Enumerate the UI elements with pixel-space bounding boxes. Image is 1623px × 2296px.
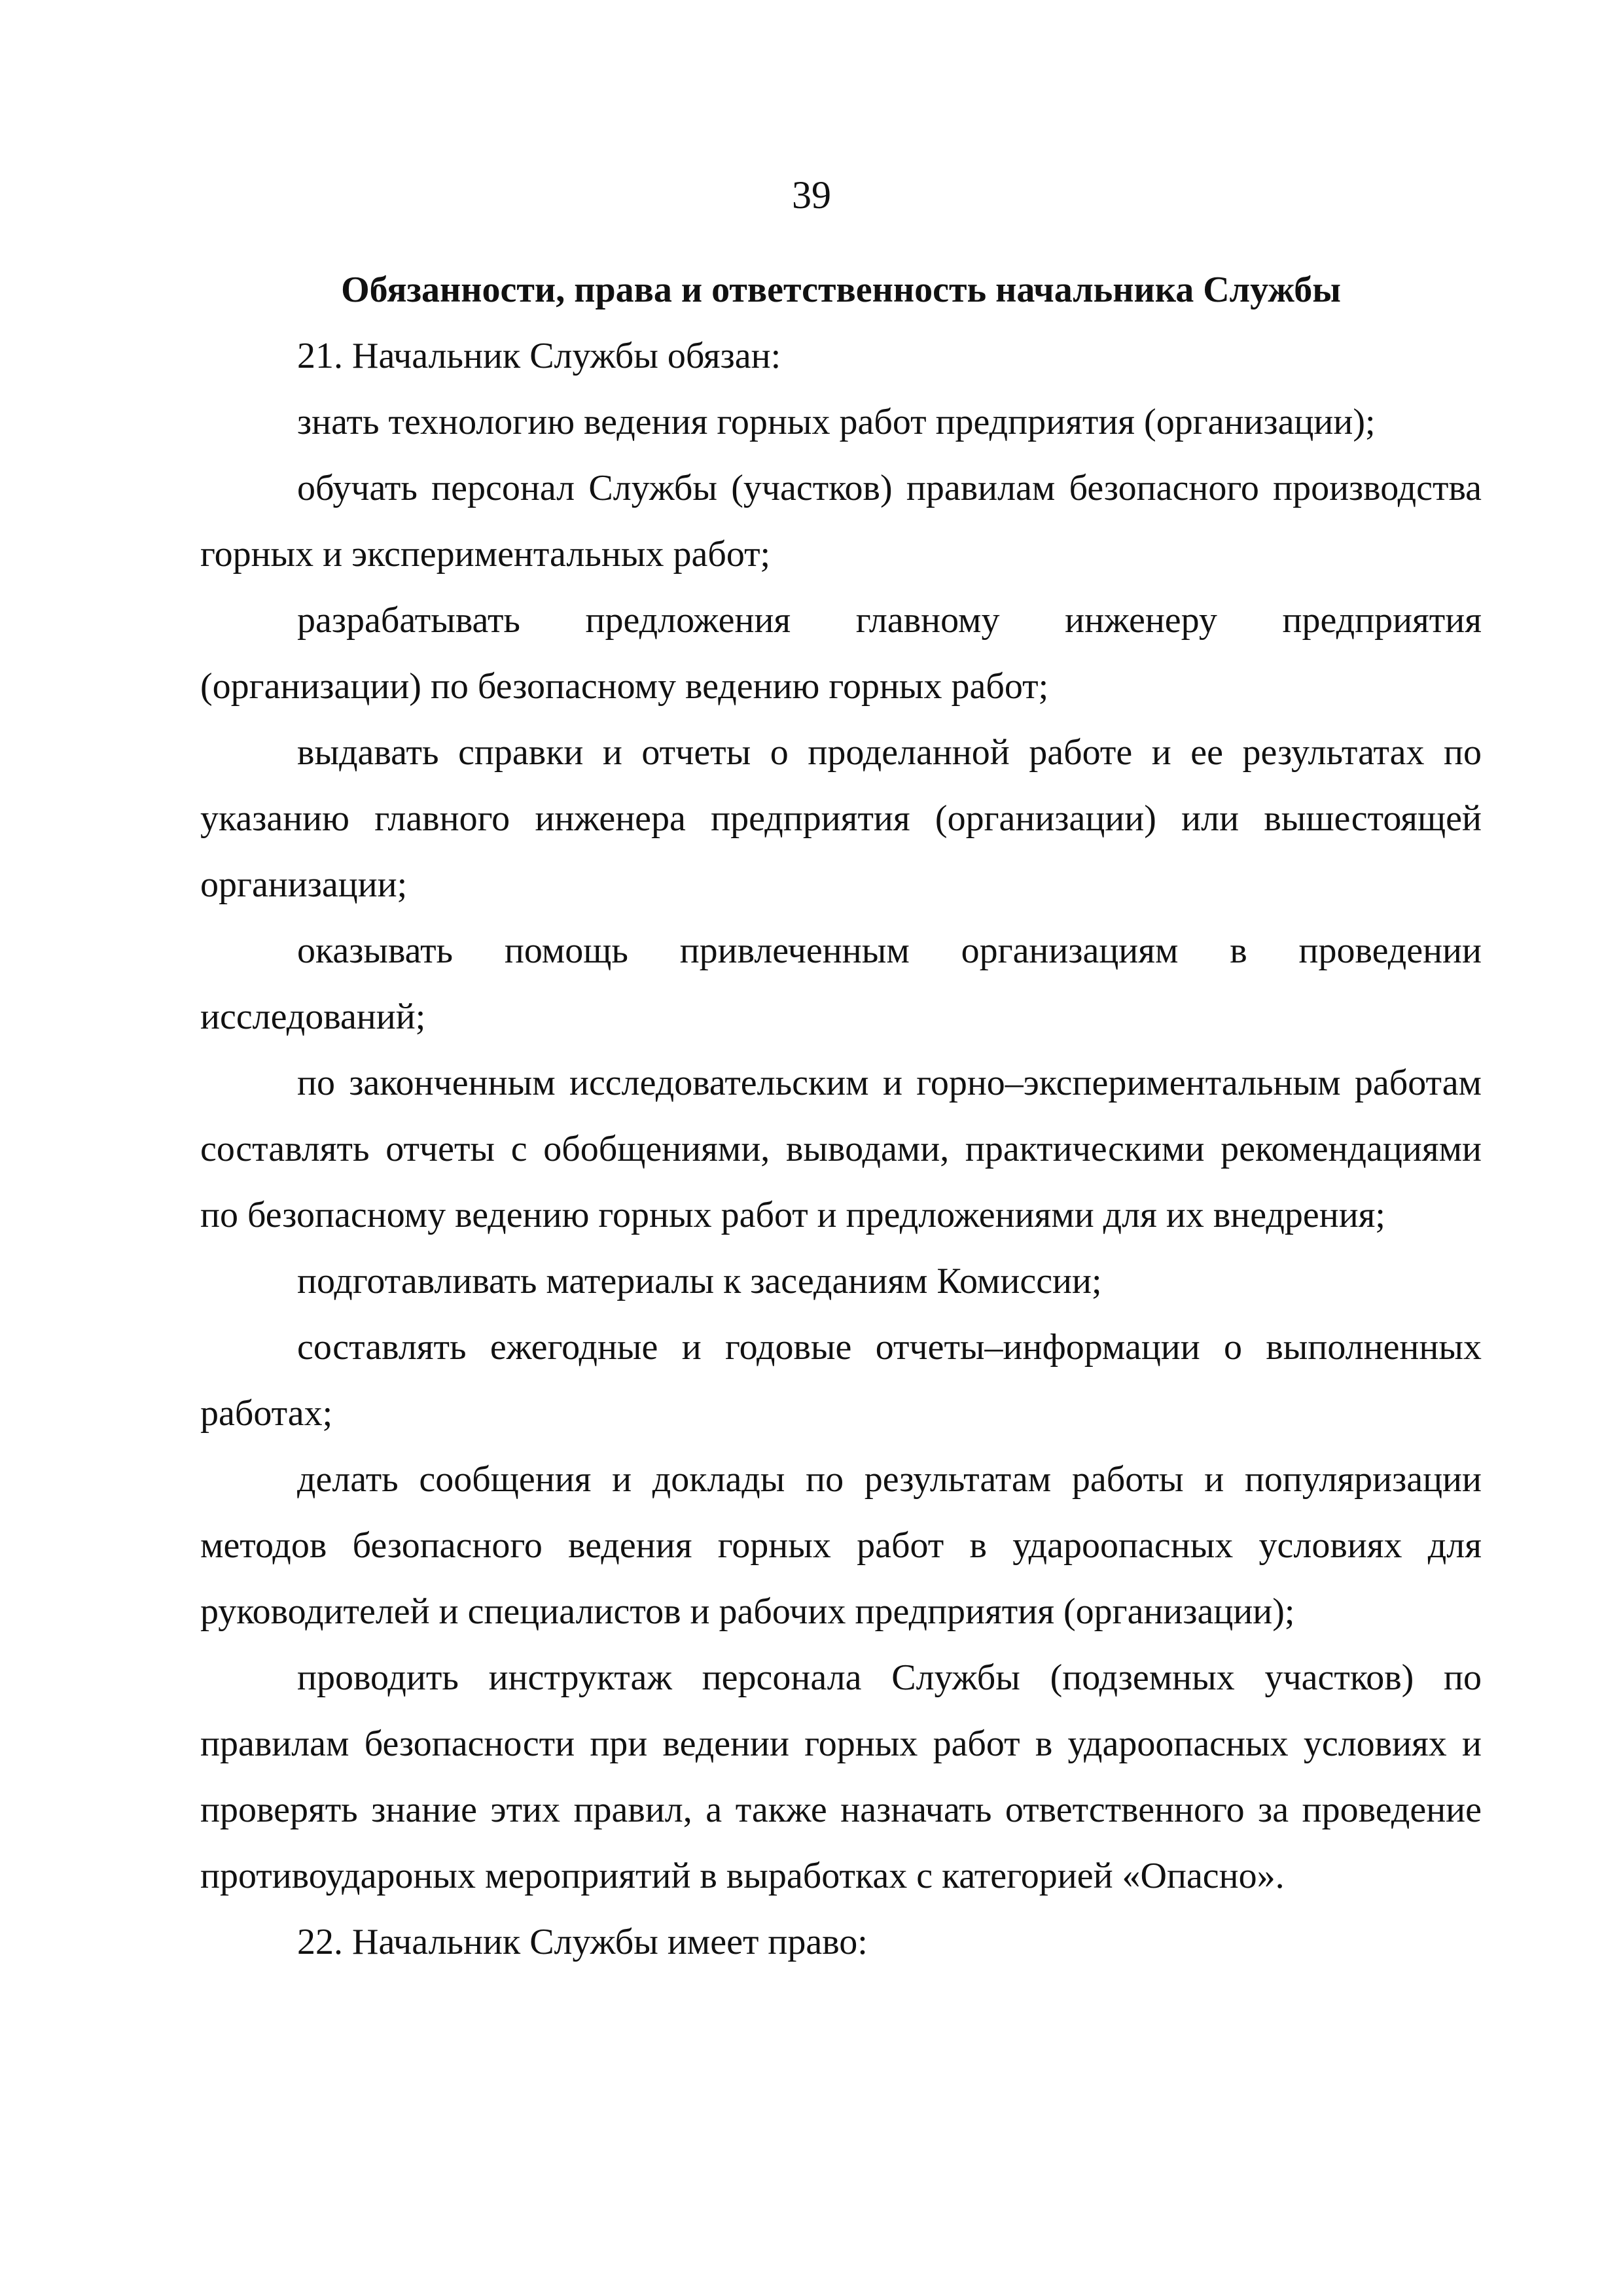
paragraph-rights-intro: 22. Начальник Службы имеет право: — [297, 1922, 868, 1962]
document-body — [200, 257, 1482, 1975]
paragraph-duties-intro: 21. Начальник Службы обязан: — [297, 336, 781, 376]
paragraph-duty: составлять ежегодные и годовые отчеты–информации о выполненных работах; — [200, 1327, 1482, 1434]
paragraph-duty: по законченным исследовательским и горно–экспериментальным работам составлять отчеты с обобщениями, выводами, практическими рекомендациями по безопасному ведению горных работ и предложениями для их внедрения; — [200, 1063, 1482, 1235]
paragraph-duty: обучать персонал Службы (участков) правилам безопасного производства горных и экспериментальных работ; — [200, 468, 1482, 574]
paragraph-duty: подготавливать материалы к заседаниям Комиссии; — [297, 1261, 1102, 1301]
paragraph-duty: выдавать справки и отчеты о проделанной работе и ее результатах по указанию главного инженера предприятия (организации) или вышестоящей организации; — [200, 732, 1482, 905]
paragraph-duty: оказывать помощь привлеченным организациям в проведении исследований; — [200, 930, 1482, 1037]
paragraph-duty: знать технологию ведения горных работ предприятия (организации); — [297, 402, 1376, 442]
paragraph-duty: делать сообщения и доклады по результатам работы и популяризации методов безопасного ведения горных работ в удароопасных условиях для руководителей и специалистов и рабочих предприятия (организации); — [200, 1459, 1482, 1632]
section-heading: Обязанности, права и ответственность начальника Службы — [341, 270, 1341, 310]
page-number: 39 — [792, 173, 831, 217]
paragraph-duty: проводить инструктаж персонала Службы (подземных участков) по правилам безопасности при ведении горных работ в удароопасных условиях и проверять знание этих правил, а также назначать ответственного за проведение противоудароных мероприятий в выработках с категорией «Опасно». — [200, 1657, 1482, 1896]
paragraph-duty: разрабатывать предложения главному инженеру предприятия (организации) по безопасному ведению горных работ; — [200, 600, 1482, 707]
